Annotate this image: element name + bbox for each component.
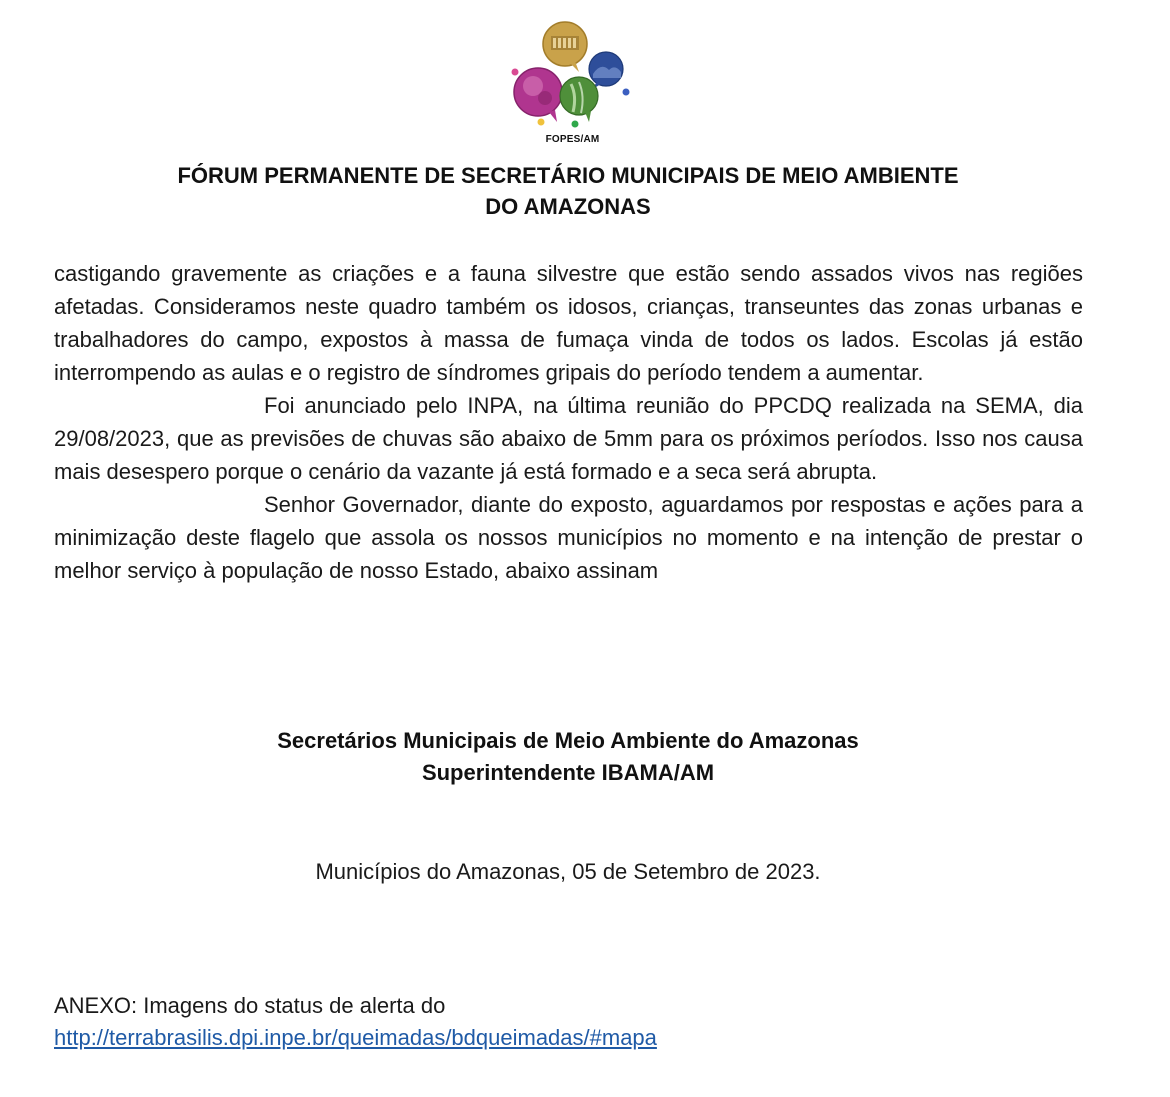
logo-caption: FOPES/AM bbox=[545, 134, 600, 145]
paragraph: Senhor Governador, diante do exposto, aguardamos por respostas e ações para a minimização deste flagelo que assola os nossos municípios no momento e na intenção de prestar o melhor serviço à população de nosso Estado, abaixo assinam bbox=[54, 492, 1083, 583]
document-title bbox=[0, 160, 1136, 222]
annex-section bbox=[54, 990, 657, 1054]
paragraph: Foi anunciado pelo INPA, na última reunião do PPCDQ realizada na SEMA, dia 29/08/2023, que as previsões de chuvas são abaixo de 5mm para os próximos períodos. Isso nos causa mais desespero porque o cenário da vazante já está formado e a seca será abrupta. bbox=[54, 393, 1083, 484]
title-line-2: DO AMAZONAS bbox=[485, 194, 651, 219]
logo-graphic bbox=[505, 14, 640, 134]
paragraph: castigando gravemente as criações e a fauna silvestre que estão sendo assados vivos nas regiões afetadas. Consideramos neste quadro também os idosos, crianças, transeuntes das zonas urbanas e trabalhadores do campo, expostos à massa de fumaça vinda de todos os lados. Escolas já estão interrompendo as aulas e o registro de síndromes gripais do período tendem a aumentar. bbox=[54, 261, 1083, 385]
signature-line-1: Secretários Municipais de Meio Ambiente do Amazonas bbox=[277, 728, 859, 753]
date-line: Municípios do Amazonas, 05 de Setembro de 2023. bbox=[315, 859, 821, 884]
letter-body bbox=[54, 257, 1083, 587]
signature-block bbox=[0, 725, 1136, 789]
fopes-logo bbox=[505, 14, 640, 150]
annex-link[interactable]: http://terrabrasilis.dpi.inpe.br/queimadas/bdqueimadas/#mapa bbox=[54, 1025, 657, 1050]
signature-line-2: Superintendente IBAMA/AM bbox=[421, 760, 715, 785]
title-line-1: FÓRUM PERMANENTE DE SECRETÁRIO MUNICIPAIS DE MEIO AMBIENTE bbox=[177, 163, 959, 188]
annex-label: ANEXO: Imagens do status de alerta do bbox=[54, 993, 446, 1018]
